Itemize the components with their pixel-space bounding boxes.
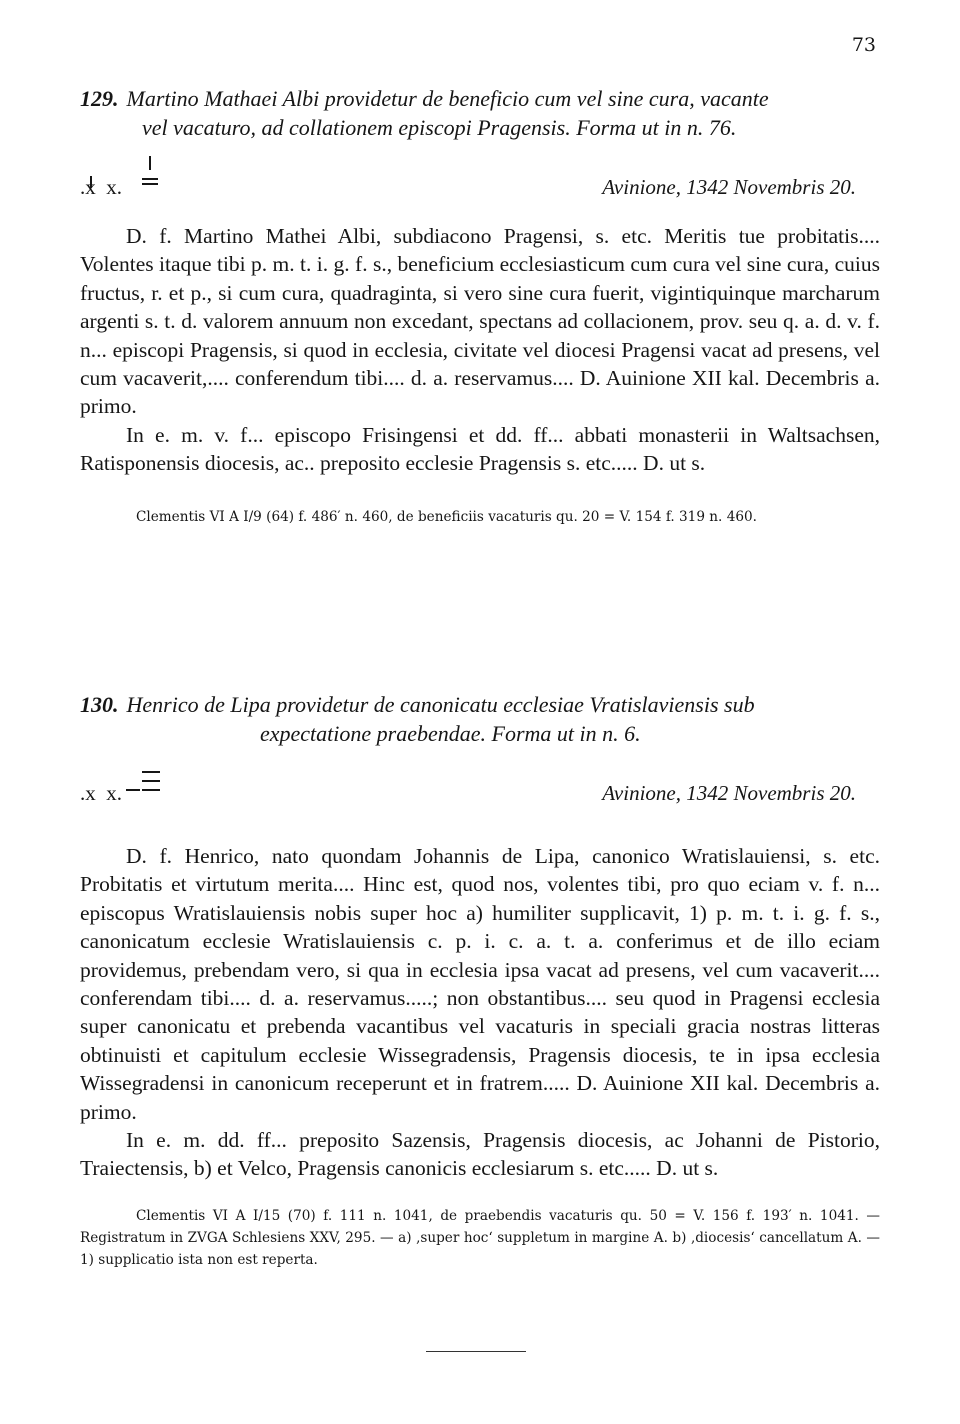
entry-heading — [80, 690, 880, 748]
body-paragraph: D. f. Martino Mathei Albi, subdiacono Pragensi, s. etc. Meritis tue probitatis.... Volentes itaque tibi p. m. t. i. g. f. s., beneficium ecclesiasticum cum cura vel sine cura, cuius fructus, r. et p., si cum cura, quadraginta, si vero sine cura fuerit, vigintiquinque marcharum argenti s. t. d. valorem annuum non excedant, spectans ad collacionem, prov. seu q. a. d. v. f. n... episcopi Pragensis, si quod in ecclesia, civitate vel diocesi Pragensi vacat ad presens, vel cum vacaverit,.... conferendum tibi.... d. a. reservamus.... D. Auinione XII kal. Decembris a. primo. — [80, 224, 880, 419]
heading-line-2: expectatione praebendae. Forma ut in n. 6. — [260, 721, 641, 746]
entry-130 — [80, 690, 880, 1271]
place-date: Avinione, 1342 Novembris 20. — [602, 175, 856, 199]
source-note: Clementis VI A I/15 (70) f. 111 n. 1041, de praebendis vacaturis qu. 50 = V. 156 f. 193′ n. 1041. — Registratum in ZVGA Schlesiens XXV, 295. — a) ‚super hoc‘ suppletum in margine A. b) ‚diocesis‘ cancellatum A. — 1) supplicatio ista non est reperta. — [80, 1207, 880, 1268]
entry-body — [80, 222, 880, 478]
dateline — [80, 146, 880, 206]
dateline — [80, 752, 880, 812]
footer-rule — [426, 1351, 526, 1352]
body-paragraph: D. f. Henrico, nato quondam Johannis de Lipa, canonico Wratislauiensi, s. etc. Probitatis et virtutum merita.... Hinc est, quod nos, volentes tibi, pro quo eciam v. f. n... episcopus Wratislauiensis nobis super hoc a) humiliter supplicavit, 1) p. m. t. i. g. f. s., canonicatum ecclesie Wratislauiensis c. p. i. c. a. t. a. conferimus et de illo eciam providemus, prebendam vero, si qua in ecclesia ipsa vacat ad presens, vel cum vacaverit.... conferendam tibi.... d. a. reservamus.....; non obstantibus.... seu quod in Pragensi ecclesia super canonicatu et prebenda vacantibus vel vacaturis in speciali gracia nostras litteras obtinuisti et capitulum ecclesie Wissegradensis, Pragensis diocesis, te in ipsa ecclesia Wissegradensi in canonicum receperunt et in fratrem..... D. Auinione XII kal. Decembris a. primo. — [80, 844, 880, 1124]
source-note: Clementis VI A I/9 (64) f. 486′ n. 460, de beneficiis vacaturis qu. 20 = V. 154 f. 319 n. 460. — [136, 508, 757, 525]
body-paragraph: In e. m. dd. ff... preposito Sazensis, Pragensis diocesis, ac Johanni de Pistorio, Traiectensis, b) et Velco, Pragensis canonicis ecclesiarum s. etc..... D. ut s. — [80, 1128, 880, 1181]
entry-129 — [80, 84, 880, 528]
heading-line-1: Henrico de Lipa providetur de canonicatu ecclesiae Vratislaviensis sub — [126, 692, 755, 717]
body-paragraph: In e. m. v. f... episcopo Frisingensi et dd. ff... abbati monasterii in Waltsachsen, Ratisponensis diocesis, ac.. preposito ecclesie Pragensis s. etc..... D. ut s. — [80, 422, 880, 476]
entry-number: 129. — [80, 86, 119, 111]
roman-numeral: .x x. — [80, 175, 122, 199]
entry-number: 130. — [80, 692, 119, 717]
entry-heading — [80, 84, 880, 142]
place-date: Avinione, 1342 Novembris 20. — [602, 781, 856, 805]
page-number: 73 — [851, 34, 876, 56]
heading-line-2: vel vacaturo, ad collationem episcopi Pragensis. Forma ut in n. 76. — [142, 115, 737, 140]
entry-body — [80, 842, 880, 1183]
roman-numeral: .x x. — [80, 781, 122, 805]
heading-line-1: Martino Mathaei Albi providetur de beneficio cum vel sine cura, vacante — [126, 86, 769, 111]
